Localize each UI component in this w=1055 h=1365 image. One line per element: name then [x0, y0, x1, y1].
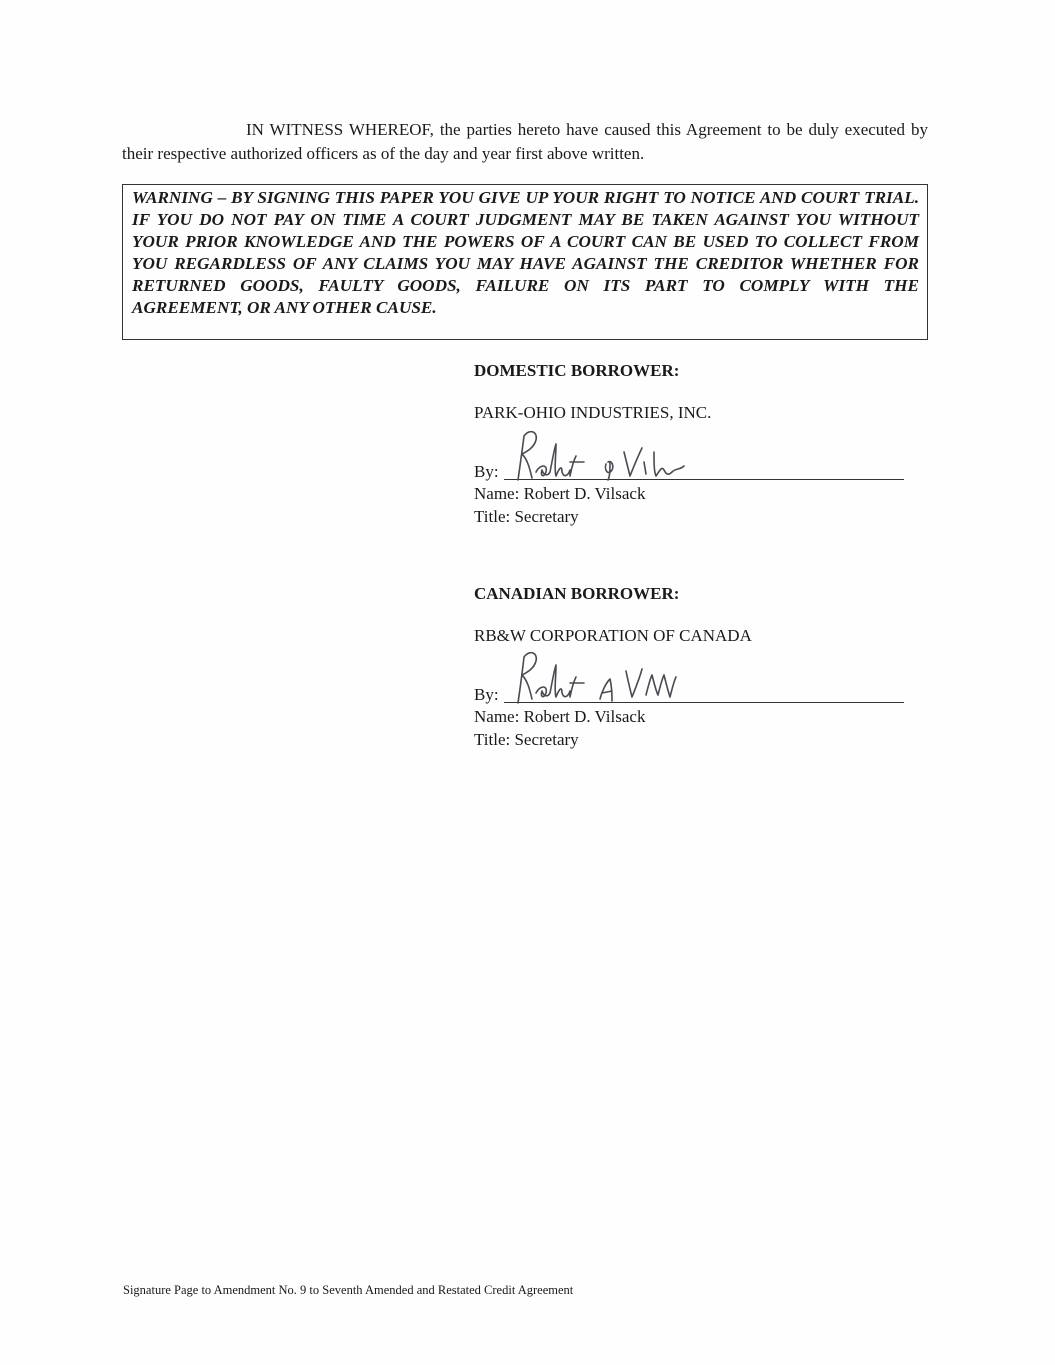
canadian-handwritten-signature	[514, 649, 744, 707]
canadian-borrower-heading: CANADIAN BORROWER:	[474, 584, 680, 603]
witness-clause: IN WITNESS WHEREOF, the parties hereto have caused this Agreement to be duly executed by their respective authorized officers as of the day and year first above written.	[122, 120, 928, 163]
domestic-signer-name: Name: Robert D. Vilsack	[474, 484, 646, 503]
domestic-borrower-heading: DOMESTIC BORROWER:	[474, 361, 680, 380]
canadian-signer-title: Title: Secretary	[474, 730, 579, 749]
domestic-signer-title: Title: Secretary	[474, 507, 579, 526]
domestic-borrower-company: PARK-OHIO INDUSTRIES, INC.	[474, 403, 712, 422]
canadian-borrower-block	[474, 583, 914, 751]
canadian-signature-row	[474, 653, 914, 703]
page-footer: Signature Page to Amendment No. 9 to Seventh Amended and Restated Credit Agreement	[123, 1283, 574, 1297]
canadian-signer-name: Name: Robert D. Vilsack	[474, 707, 646, 726]
domestic-by-label: By:	[474, 462, 499, 481]
canadian-by-label: By:	[474, 685, 499, 704]
warning-text: WARNING – BY SIGNING THIS PAPER YOU GIVE UP YOUR RIGHT TO NOTICE AND COURT TRIAL. IF YOU DO NOT PAY ON TIME A COURT JUDGMENT MAY BE TAKEN AGAINST YOU WITHOUT YOUR PRIOR KNOWLEDGE AND THE POWERS OF A COURT CAN BE USED TO COLLECT FROM YOU REGARDLESS OF ANY CLAIMS YOU MAY HAVE AGAINST THE CREDITOR WHETHER FOR RETURNED GOODS, FAULTY GOODS, FAILURE ON ITS PART TO COMPLY WITH THE AGREEMENT, OR ANY OTHER CAUSE.	[132, 188, 919, 317]
domestic-borrower-block	[474, 360, 914, 528]
warning-box	[122, 184, 928, 340]
domestic-handwritten-signature	[514, 426, 744, 484]
domestic-signature-row	[474, 430, 914, 480]
canadian-borrower-company: RB&W CORPORATION OF CANADA	[474, 626, 752, 645]
